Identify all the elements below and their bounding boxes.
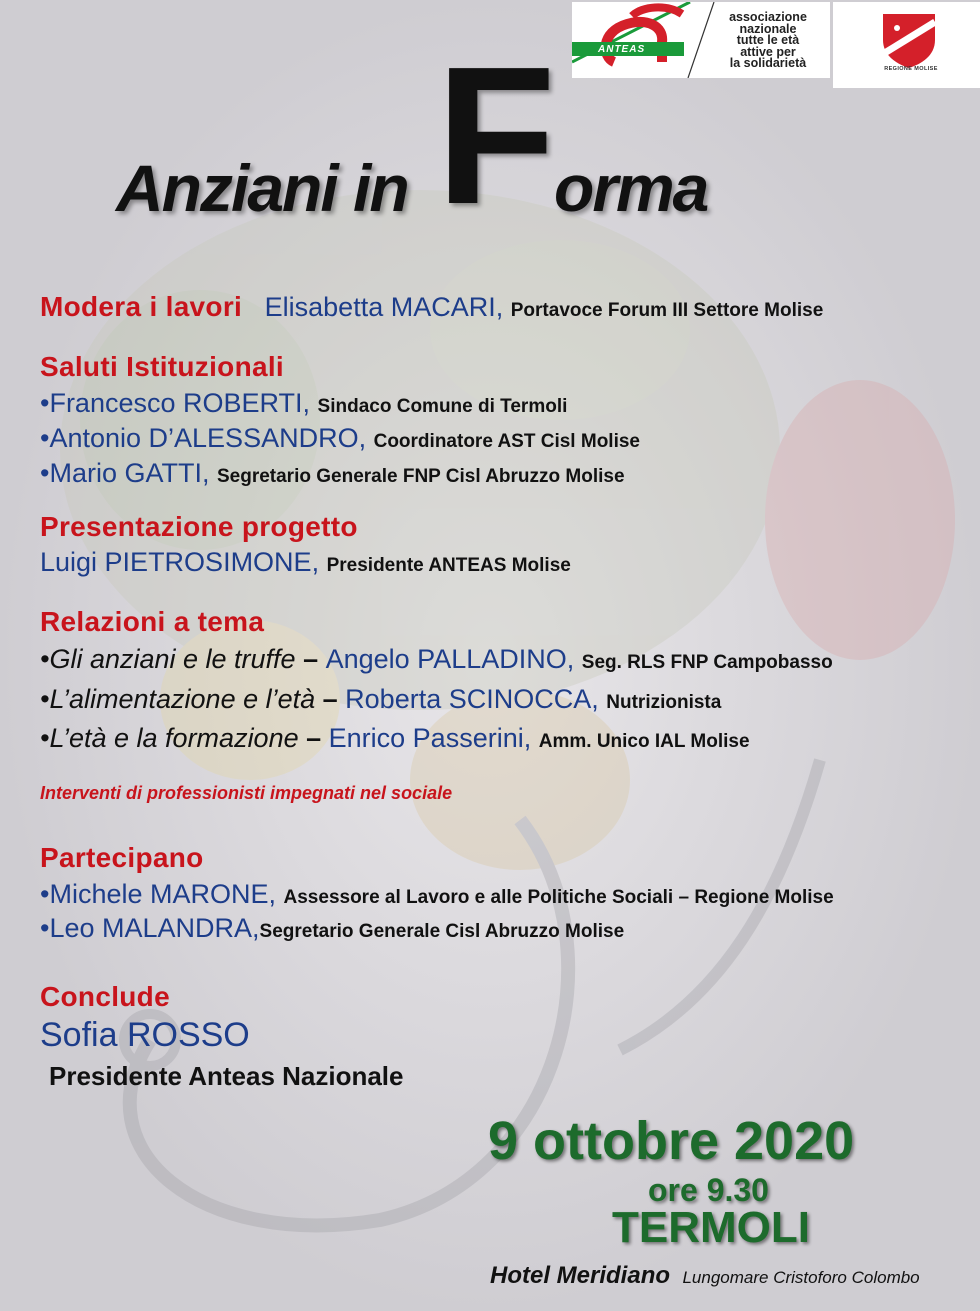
relazioni-note: Interventi di professionisti impegnati nel sociale bbox=[40, 783, 453, 803]
association-text: associazione nazionale tutte le età attive per la solidarietà bbox=[729, 10, 807, 71]
saluti-item: •Mario GATTI, Segretario Generale FNP Cisl Abruzzo Molise bbox=[40, 458, 625, 488]
saluti-item: •Antonio D’ALESSANDRO, Coordinatore AST Cisl Molise bbox=[40, 423, 640, 453]
regione-text: REGIONE MOLISE bbox=[884, 66, 938, 72]
anteas-logo-mark bbox=[572, 2, 702, 78]
conclude-name: Sofia ROSSO bbox=[40, 1016, 250, 1054]
title-part2: orma bbox=[554, 151, 708, 225]
relazioni-heading: Relazioni a tema bbox=[40, 606, 265, 637]
event-city: TERMOLI bbox=[612, 1203, 810, 1252]
event-date: 9 ottobre 2020 bbox=[488, 1111, 855, 1171]
presentazione-heading: Presentazione progetto bbox=[40, 511, 358, 542]
relazioni-item: •L’alimentazione e l’età – Roberta SCINOCCA, Nutrizionista bbox=[40, 684, 722, 714]
regione-molise-logo bbox=[833, 2, 980, 88]
moderator-role: Portavoce Forum III Settore Molise bbox=[510, 300, 824, 321]
partecipano-heading: Partecipano bbox=[40, 842, 204, 873]
title-big-letter: F bbox=[436, 26, 556, 245]
regione-shield-icon bbox=[879, 10, 939, 70]
partecipano-item: •Leo MALANDRA,Segretario Generale Cisl Abruzzo Molise bbox=[40, 913, 625, 943]
saluti-item: •Francesco ROBERTI, Sindaco Comune di Termoli bbox=[40, 388, 568, 418]
moderator-name: Elisabetta MACARI, bbox=[264, 292, 504, 322]
title-part1: Anziani in bbox=[116, 151, 408, 225]
moderator-line bbox=[40, 291, 823, 323]
moderator-label: Modera i lavori bbox=[40, 291, 243, 322]
presentazione-line: Luigi PIETROSIMONE, Presidente ANTEAS Molise bbox=[40, 547, 571, 577]
conclude-heading: Conclude bbox=[40, 981, 170, 1012]
anteas-wordmark: ANTEAS bbox=[598, 44, 646, 55]
event-venue: Hotel Meridiano bbox=[490, 1262, 671, 1289]
relazioni-item: •Gli anziani e le truffe – Angelo PALLADINO, Seg. RLS FNP Campobasso bbox=[40, 644, 833, 674]
relazioni-item: •L’età e la formazione – Enrico Passerini, Amm. Unico IAL Molise bbox=[40, 723, 750, 753]
event-venue-line bbox=[490, 1262, 920, 1290]
conclude-role: Presidente Anteas Nazionale bbox=[49, 1061, 404, 1091]
saluti-heading: Saluti Istituzionali bbox=[40, 351, 285, 382]
partecipano-item: •Michele MARONE, Assessore al Lavoro e alle Politiche Sociali – Regione Molise bbox=[40, 879, 834, 909]
event-address: Lungomare Cristoforo Colombo bbox=[682, 1268, 920, 1287]
event-time: ore 9.30 bbox=[648, 1172, 769, 1208]
anteas-logo bbox=[572, 2, 830, 78]
